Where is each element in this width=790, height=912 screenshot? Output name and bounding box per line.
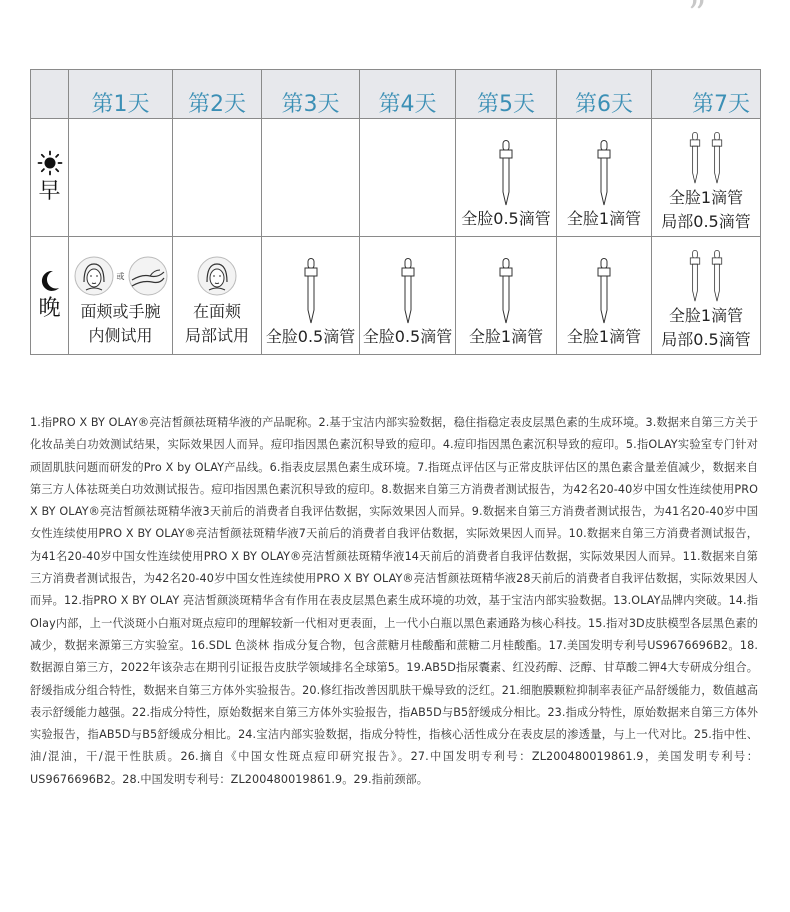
morning-row	[31, 119, 761, 237]
evening-day-2-line-2: 局部试用	[184, 326, 249, 345]
header-row	[31, 70, 761, 119]
evening-day-4-dose: 全脸0.5滴管	[362, 327, 453, 346]
morning-day-1	[69, 119, 173, 237]
evening-day-1-line-2: 内侧试用	[88, 326, 153, 345]
dropper-icon	[596, 258, 612, 324]
dropper-icon	[710, 250, 724, 302]
day-4-header: 第4天	[360, 70, 456, 119]
dropper-icon	[303, 258, 319, 324]
morning-label: 早	[38, 178, 61, 204]
face-icon	[74, 256, 114, 296]
morning-day-4	[360, 119, 456, 237]
morning-day-7	[652, 119, 761, 237]
evening-day-3	[262, 237, 360, 355]
dropper-icon	[400, 258, 416, 324]
wrist-icon	[128, 256, 168, 296]
morning-day-6	[557, 119, 652, 237]
evening-row	[31, 237, 761, 355]
dropper-icon	[596, 140, 612, 206]
footnotes: 1.指PRO X BY OLAY®亮洁皙颜祛斑精华液的产品昵称。2.基于宝洁内部实验数据，稳住指稳定表皮层黑色素的生成环境。3.数据来自第三方关于化妆品美白功效测试结果，实际效果因人而异。痘印指因黑色素沉积导致的痘印。4.痘印指因黑色素沉积导致的痘印。5.指OLAY实验室专门针对顽固肌肤问题而研发的Pro X by OLAY产品线。6.指表皮层黑色素生成环境。7.指斑点评估区与正常皮肤评估区的黑色素含量差值减少，数据来自第三方人体祛斑美白功效测试报告。痘印指因黑色素沉积导致的痘印。8.数据来自第三方消费者测试报告，为42名20-40岁中国女性连续使用PRO X BY OLAY®亮洁皙颜祛斑精华液3天前后的消费者自我评估数据，实际效果因人而异。9.数据来自第三方消费者测试报告，为41名20-40岁中国女性连续使用PRO X BY OLAY®亮洁皙颜祛斑精华液7天前后的消费者自我评估数据，实际效果因人而异。10.数据来自第三方消费者测试报告，为41名20-40岁中国女性连续使用PRO X BY OLAY®亮洁皙颜祛斑精华液14天前后的消费者自我评估数据，实际效果因人而异。11.数据来自第三方消费者测试报告，为42名20-40岁中国女性连续使用PRO X BY OLAY®亮洁皙颜祛斑精华液28天前后的消费者自我评估数据，实际效果因人而异。12.指PRO X BY OLAY 亮洁皙颜淡斑精华含有作用在表皮层黑色素生成环境的功效，基于宝洁内部实验数据。13.OLAY品牌内突破。14.指Olay内部，上一代淡斑小白瓶对斑点痘印的理解较新一代相对更表面，上一代小白瓶以黑色素通路为核心科技。15.指对3D皮肤模型各层黑色素的减少，数据来源第三方实验室。16.SDL 色淡林 指成分复合物，包含蔗糖月桂酸酯和蔗糖二月桂酸酯。17.美国发明专利号US9676696B2。18.数据源自第三方，2022年该杂志在期刊引证报告皮肤学领域排名全球第5。19.AB5D指尿囊素、红没药醇、泛醇、甘草酸二钾4大专研成分组合。舒缓指成分组合特性，数据来自第三方体外实验报告。20.修红指改善因肌肤干燥导致的泛红。21.细胞膜颗粒抑制率表征产品舒缓能力，数值越高表示舒缓能力越强。22.指成分特性，原始数据来自第三方体外实验报告，指AB5D与B5舒缓成分相比。23.指成分特性，原始数据来自第三方体外实验报告，指AB5D与B5舒缓成分相比。24.宝洁内部实验数据，指成分特性，指核心活性成分在表皮层的渗透量，与上一代对比。25.指中性、油/混油，干/混干性肤质。26.摘自《中国女性斑点痘印研究报告》。27.中国发明专利号：ZL200480019861.9，美国发明专利号：US9676696B2。28.中国发明专利号：ZL200480019861.9。29.指前颈部。	[30, 416, 758, 786]
dropper-icon	[498, 258, 514, 324]
face-icon	[197, 256, 237, 296]
dropper-icon	[688, 250, 702, 302]
evening-day-3-dose: 全脸0.5滴管	[265, 327, 356, 346]
day-3-header: 第3天	[262, 70, 360, 119]
morning-label-cell	[31, 119, 69, 237]
day-2-header: 第2天	[173, 70, 262, 119]
morning-day-7-dose-local: 局部0.5滴管	[661, 212, 751, 231]
moon-icon	[39, 269, 61, 293]
morning-day-2	[173, 119, 262, 237]
usage-schedule-table	[30, 69, 761, 355]
sun-icon	[37, 150, 63, 176]
evening-label: 晚	[38, 295, 61, 321]
dropper-icon	[498, 140, 514, 206]
evening-day-5-dose: 全脸1滴管	[468, 327, 544, 346]
day-1-header: 第1天	[69, 70, 173, 119]
evening-day-2	[173, 237, 262, 355]
morning-day-5	[456, 119, 557, 237]
day-5-header: 第5天	[456, 70, 557, 119]
evening-day-2-line-1: 在面颊	[192, 302, 241, 321]
dropper-icon	[710, 132, 724, 184]
morning-day-6-dose: 全脸1滴管	[566, 209, 642, 228]
evening-day-7-dose-full: 全脸1滴管	[668, 306, 744, 325]
morning-day-3	[262, 119, 360, 237]
day-7-header: 第7天	[652, 70, 761, 119]
morning-day-7-dose-full: 全脸1滴管	[668, 188, 744, 207]
evening-day-6-dose: 全脸1滴管	[566, 327, 642, 346]
evening-day-6	[557, 237, 652, 355]
header-corner	[31, 70, 69, 119]
or-label: 或	[116, 271, 125, 281]
evening-day-1	[69, 237, 173, 355]
evening-day-4	[360, 237, 456, 355]
evening-day-5	[456, 237, 557, 355]
evening-label-cell	[31, 237, 69, 355]
morning-day-5-dose: 全脸0.5滴管	[461, 209, 551, 228]
evening-day-1-line-1: 面颊或手腕	[80, 302, 161, 321]
day-6-header: 第6天	[557, 70, 652, 119]
dropper-icon	[688, 132, 702, 184]
evening-day-7-dose-local: 局部0.5滴管	[661, 330, 751, 349]
quote-mark-icon: ”	[688, 0, 707, 35]
evening-day-7	[652, 237, 761, 355]
